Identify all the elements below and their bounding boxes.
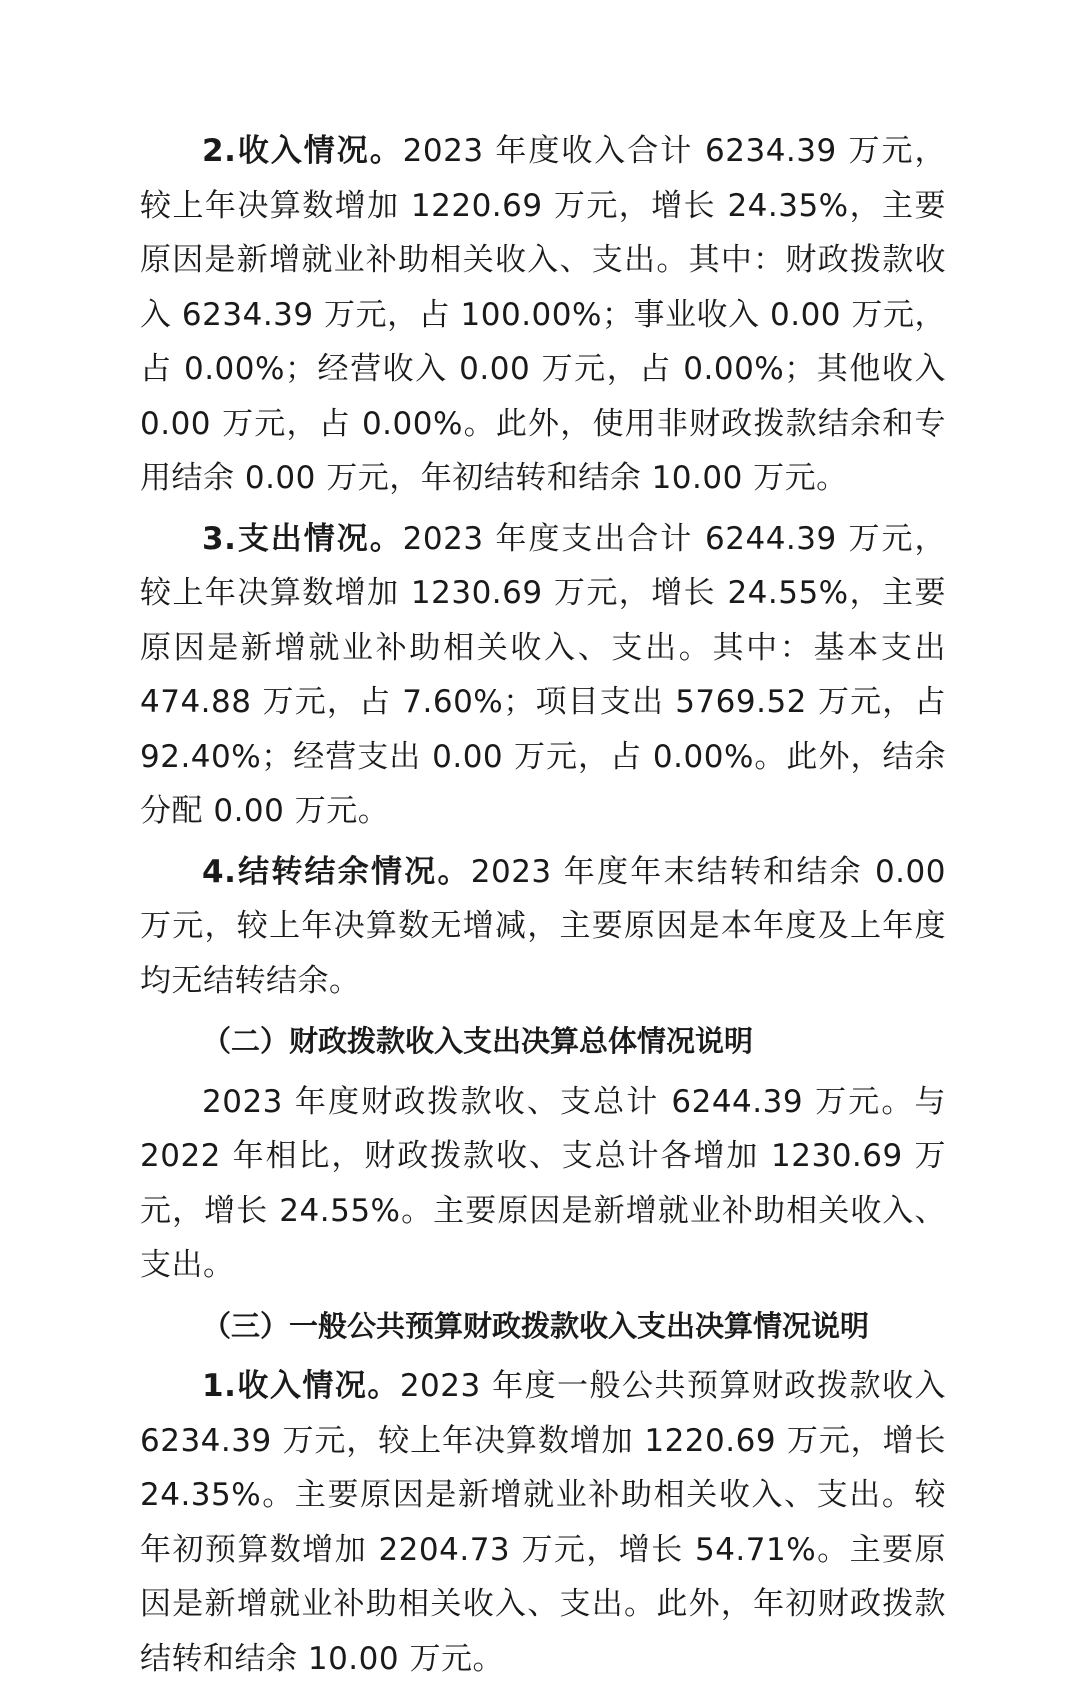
paragraph-income-lead: 2.收入情况。 xyxy=(202,133,403,169)
section-3-paragraph-text: 2023 年度一般公共预算财政拨款收入 6234.39 万元，较上年决算数增加 1220.69 万元，增长 24.35%。主要原因是新增就业补助相关收入、支出。较年初预算数增加 2204.73 万元，增长 54.71%。主要原因是新增就业补助相关收入、支出。此外，年初财政拨款结转和结余 10.00 万元。 xyxy=(140,1368,946,1677)
section-2-heading: （二）财政拨款收入支出决算总体情况说明 xyxy=(202,1024,754,1058)
paragraph-carryover xyxy=(140,845,946,1009)
paragraph-expense-text: 2023 年度支出合计 6244.39 万元，较上年决算数增加 1230.69 万元，增长 24.55%，主要原因是新增就业补助相关收入、支出。其中：基本支出 474.88 万元，占 7.60%；项目支出 5769.52 万元，占 92.40%；经营支出 0.00 万元，占 0.00%。此外，结余分配 0.00 万元。 xyxy=(140,520,946,829)
paragraph-expense-lead: 3.支出情况。 xyxy=(202,520,403,557)
paragraph-carryover-lead: 4.结转结余情况。 xyxy=(202,853,471,890)
section-2-paragraph: 2023 年度财政拨款收、支总计 6244.39 万元。与 2022 年相比，财政拨款收、支总计各增加 1230.69 万元，增长 24.55%。主要原因是新增就业补助相关收入、支出。 xyxy=(140,1083,946,1283)
paragraph-carryover-text: 2023 年度年末结转和结余 0.00 万元，较上年决算数无增减，主要原因是本年度及上年度均无结转结余。 xyxy=(140,853,946,999)
paragraph-income-text: 2023 年度收入合计 6234.39 万元，较上年决算数增加 1220.69 万元，增长 24.35%，主要原因是新增就业补助相关收入、支出。其中：财政拨款收入 6234.39 万元，占 100.00%；事业收入 0.00 万元，占 0.00%；经营收入 0.00 万元，占 0.00%；其他收入 0.00 万元，占 0.00%。此外，使用非财政拨款结余和专用结余 0.00 万元，年初结转和结余 10.00 万元。 xyxy=(140,133,946,496)
section-3-paragraph xyxy=(140,1359,946,1686)
paragraph-income xyxy=(140,124,946,506)
section-3-heading: （三）一般公共预算财政拨款收入支出决算情况说明 xyxy=(202,1308,870,1343)
document-page xyxy=(140,124,946,1692)
section-3-paragraph-lead: 1.收入情况。 xyxy=(202,1368,400,1404)
paragraph-expense xyxy=(140,512,946,839)
